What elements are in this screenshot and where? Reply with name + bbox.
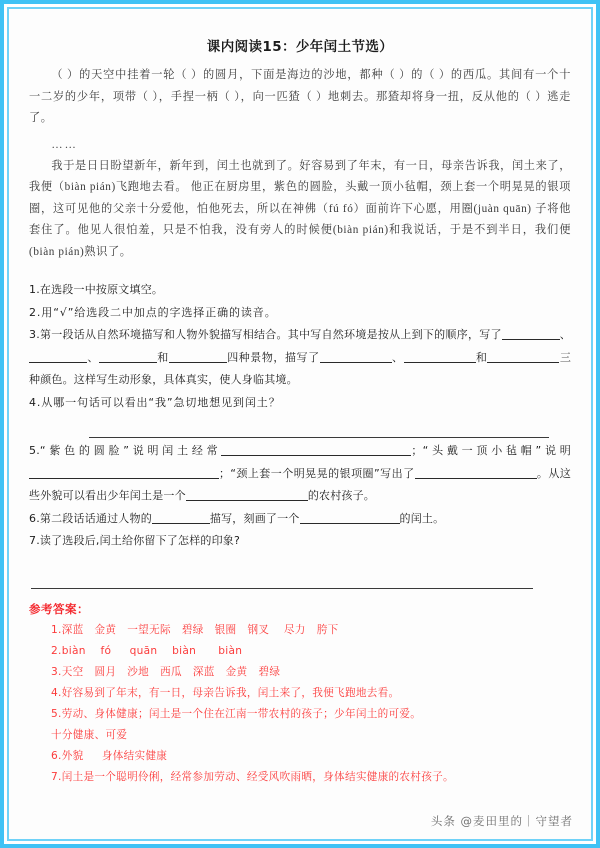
q6-blank-1[interactable] — [152, 512, 210, 524]
question-6-text-c: 的闰土。 — [399, 511, 445, 525]
question-3-text-c: 三种颜色。这样写生动形象，具体真实，使人身临其境。 — [29, 350, 572, 386]
q3-blank-5[interactable] — [320, 351, 392, 363]
answer-line: 4.好容易到了年末，有一日，母亲告诉我，闰土来了，我便飞跑地去看。 — [51, 686, 400, 699]
question-3-and-1: 和 — [156, 350, 169, 364]
answer-line: 5.劳动、身体健康；闰土是一个住在江南一带农村的孩子；少年闰土的可爱。 — [51, 707, 422, 720]
answer-key-section — [29, 601, 571, 788]
question-2: 2.用“√”给选段二中加点的字选择正确的读音。 — [29, 305, 277, 319]
question-4: 4.从哪一句话可以看出“我”急切地想见到闰土？ — [29, 395, 281, 409]
question-3-sep-2: 、 — [87, 350, 99, 364]
watermark: 头条 @麦田里的｜守望者 — [430, 814, 573, 828]
q3-blank-4[interactable] — [169, 351, 227, 363]
answer-key-title: 参考答案： — [29, 601, 89, 616]
question-3-text-a: 3.第一段话从自然环境描写和人物外貌描写相结合。其中写自然环境是按从上到下的顺序，写了 — [29, 328, 502, 341]
q3-blank-2[interactable] — [29, 351, 87, 363]
answer-line: 十分健康、可爱 — [51, 728, 128, 741]
frame-outer-gap — [4, 4, 596, 844]
answer-line: 6.外貌 身体结实健康 — [51, 749, 168, 762]
question-6 — [29, 508, 571, 531]
q3-blank-7[interactable] — [487, 351, 559, 363]
q3-blank-1[interactable] — [502, 328, 560, 340]
answer-line: 2.biàn fó quān biàn biàn — [51, 644, 243, 657]
answer-line: 7.闰土是一个聪明伶俐，经常参加劳动、经受风吹雨晒，身体结实健康的农村孩子。 — [51, 770, 454, 783]
question-5-text-d: 。从这些外貌可以看出少年闰土是一个 — [29, 466, 572, 502]
passage-ellipsis: …… — [51, 138, 78, 151]
question-3-and-2: 和 — [475, 350, 488, 364]
q5-blank-3[interactable] — [415, 467, 537, 479]
question-5-text-a: 5.“紫色的圆脸”说明闰土经常 — [29, 444, 222, 457]
questions-block — [29, 279, 571, 589]
q5-blank-4[interactable] — [186, 489, 308, 501]
answer-line: 1.深蓝 金黄 一望无际 碧绿 银圈 钢叉 尽力 胯下 — [51, 623, 339, 636]
question-7-answer-rule[interactable] — [31, 569, 533, 589]
q6-blank-2[interactable] — [300, 512, 400, 524]
question-5-text-c: ；“颈上套一个明晃晃的银项圈”写出了 — [219, 466, 415, 480]
q5-blank-1[interactable] — [221, 444, 411, 456]
answer-line: 3.天空 圆月 沙地 西瓜 深蓝 金黄 碧绿 — [51, 665, 281, 678]
question-3-sep-1: 、 — [559, 328, 571, 341]
question-7: 7.读了选段后,闰土给你留下了怎样的印象? — [29, 534, 241, 547]
question-1: 1.在选段一中按原文填空。 — [29, 283, 164, 296]
frame-inner-border — [7, 7, 593, 841]
question-6-text-a: 6.第二段话话通过人物的 — [29, 511, 152, 525]
q3-blank-6[interactable] — [404, 351, 476, 363]
question-6-text-b: 描写，刻画了一个 — [209, 511, 300, 525]
q3-blank-3[interactable] — [99, 351, 157, 363]
passage-two: 我于是日日盼望新年，新年到，闰土也就到了。好容易到了年末，有一日，母亲告诉我，闰土来了，我便（biàn pián)飞跑地去看。 他正在厨房里，紫色的圆脸，头戴一顶小毡帽，颈上套一个明晃晃的银项圈，这可见他的父亲十分爱他，怕他死去，所以在神佛（fú fó）面前许下心愿，用圈(juàn quān) 子将他套住了。他见人很怕羞，只是不怕我，没有旁人的时候便(biàn pián)和我说话，于是不到半日，我们便(biàn pián)熟识了。 — [29, 159, 571, 258]
question-4-answer-rule[interactable] — [89, 418, 549, 438]
question-3 — [29, 324, 571, 392]
question-5-text-e: 的农村孩子。 — [307, 489, 376, 502]
passage-one: （ ）的天空中挂着一轮（ ）的圆月，下面是海边的沙地，都种（ ）的（ ）的西瓜。其间有一个十一二岁的少年，项带（ ），手捏一柄（ ），向一匹猹（ ）地刺去。那猹却将身一扭，反从他的（ ）逃走了。 — [29, 69, 571, 124]
page-surface — [9, 9, 591, 839]
question-3-sep-3: 、 — [391, 350, 404, 364]
page-title: 课内阅读15：少年闰土节选） — [206, 39, 394, 55]
q5-blank-2[interactable] — [29, 467, 219, 479]
question-3-text-b: 四种景物，描写了 — [226, 350, 320, 364]
question-5 — [29, 440, 571, 508]
question-5-text-b: ；“头戴一顶小毡帽”说明 — [411, 444, 571, 457]
